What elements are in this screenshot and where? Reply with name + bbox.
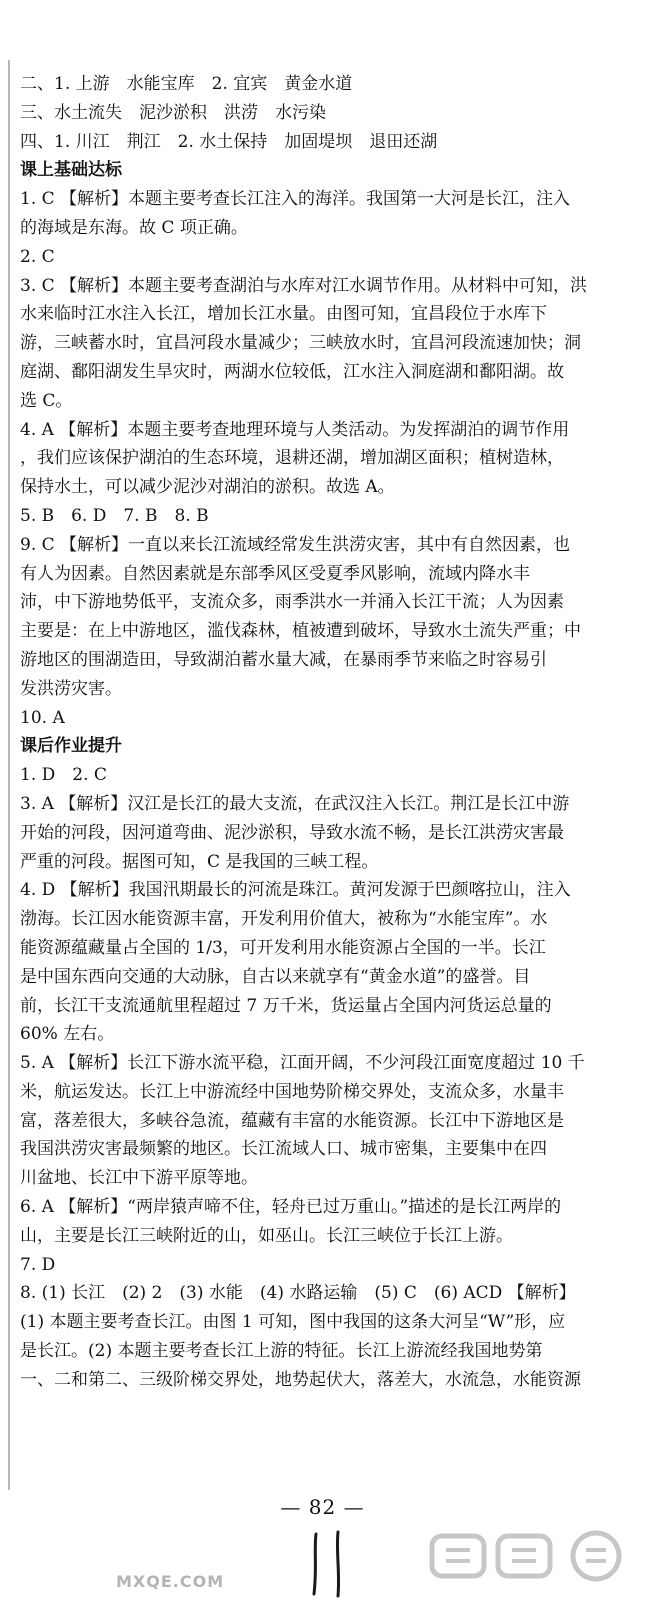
answer-line: 川盆地、长江中下游平原等地。 [20,1168,258,1189]
answer-line: 9. C 【解析】一直以来长江流域经常发生洪涝灾害，其中有自然因素，也 [20,534,571,555]
answer-line: 3. A 【解析】汉江是长江的最大支流，在武汉注入长江。荆江是长江中游 [20,793,570,814]
answer-line: 4. D 【解析】我国汛期最长的河流是珠江。黄河发源于巴颜喀拉山，注入 [20,880,571,901]
answer-line: 5. A 【解析】长江下游水流平稳，江面开阔，不少河段江面宽度超过 10 千 [20,1053,585,1074]
answer-line: 4. A 【解析】本题主要考查地理环境与人类活动。为发挥湖泊的调节作用 [20,419,570,440]
answer-line: 是中国东西向交通的大动脉，自古以来就享有“黄金水道”的盛誉。目 [20,966,531,987]
answer-line: 庭湖、鄱阳湖发生旱灾时，两湖水位较低，江水注入洞庭湖和鄱阳湖。故 [20,361,564,382]
answer-line: 渤海。长江因水能资源丰富，开发利用价值大，被称为“水能宝库”。水 [20,909,548,930]
watermark-logo [410,1528,640,1598]
answer-line: 三、水土流失 泥沙淤积 洪涝 水污染 [20,102,326,123]
answer-line: 山，主要是长江三峡附近的山，如巫山。长江三峡位于长江上游。 [20,1225,513,1246]
answer-line: 前，长江干支流通航里程超过 7 万千米，货运量占全国内河货运总量的 [20,995,552,1016]
answer-line: 开始的河段，因河道弯曲、泥沙淤积，导致水流不畅，是长江洪涝灾害最 [20,822,564,843]
answer-text-body [20,70,636,1395]
answer-line: 8. (1) 长江 (2) 2 (3) 水能 (4) 水路运输 (5) C (6) ACD 【解析】 [20,1283,576,1304]
handwritten-mark [300,1530,355,1598]
answer-line: 主要是：在上中游地区，滥伐森林，植被遭到破坏，导致水土流失严重；中 [20,621,581,642]
watermark-site-label: MXQE.COM [116,1572,225,1591]
answer-line: 6. A 【解析】“两岸猿声啼不住，轻舟已过万重山。”描述的是长江两岸的 [20,1197,562,1218]
page-number: — 82 — [280,1495,365,1519]
section-heading: 课上基础达标 [20,160,122,181]
answer-line: 严重的河段。据图可知，C 是我国的三峡工程。 [20,851,379,872]
answer-line: 有人为因素。自然因素就是东部季风区受夏季风影响，流域内降水丰 [20,563,530,584]
answer-line: 发洪涝灾害。 [20,678,122,699]
answer-line: 60% 左右。 [20,1024,115,1045]
answer-line: 3. C 【解析】本题主要考查湖泊与水库对江水调节作用。从材料中可知，洪 [20,275,588,296]
answer-line: 10. A [20,707,65,728]
answer-line: 是长江。(2) 本题主要考查长江上游的特征。长江上游流经我国地势第 [20,1341,543,1362]
page-binding-edge [8,60,10,1490]
answer-line: 一、二和第二、三级阶梯交界处，地势起伏大，落差大，水流急，水能资源 [20,1369,581,1390]
answer-line: ，我们应该保护湖泊的生态环境，退耕还湖，增加湖区面积；植树造林， [20,448,564,469]
answer-line: 能资源蕴藏量占全国的 1/3，可开发利用水能资源占全国的一半。长江 [20,937,546,958]
answer-line: 米，航运发达。长江上中游流经中国地势阶梯交界处，支流众多，水量丰 [20,1081,564,1102]
answer-line: 2. C [20,246,55,267]
answer-line: 选 C。 [20,390,73,411]
answer-line: 1. D 2. C [20,765,107,786]
answer-line: 游，三峡蓄水时，宜昌河段水量减少；三峡放水时，宜昌河段流速加快；洞 [20,333,581,354]
answer-line: 二、1. 上游 水能宝库 2. 宜宾 黄金水道 [20,74,353,94]
answer-line: 游地区的围湖造田，导致湖泊蓄水量大减，在暴雨季节来临之时容易引 [20,649,547,670]
answer-line: 5. B 6. D 7. B 8. B [20,505,209,526]
section-heading: 课后作业提升 [20,736,122,757]
answer-line: 1. C 【解析】本题主要考查长江注入的海洋。我国第一大河是长江，注入 [20,189,571,210]
answer-line: 我国洪涝灾害最频繁的地区。长江流域人口、城市密集，主要集中在四 [20,1139,547,1160]
answer-line: 7. D [20,1254,56,1275]
answer-line: 四、1. 川江 荆江 2. 水土保持 加固堤坝 退田还湖 [20,131,438,152]
answer-line: 沛，中下游地势低平，支流众多，雨季洪水一并涌入长江干流；人为因素 [20,592,564,613]
answer-line: 保持水土，可以减少泥沙对湖泊的淤积。故选 A。 [20,477,395,498]
answer-line: 富，落差很大，多峡谷急流，蕴藏有丰富的水能资源。长江中下游地区是 [20,1110,564,1131]
answer-line: (1) 本题主要考查长江。由图 1 可知，图中我国的这条大河呈“W”形，应 [20,1312,566,1333]
answer-line: 的海域是东海。故 C 项正确。 [20,217,248,238]
answer-line: 水来临时江水注入长江，增加长江水量。由图可知，宜昌段位于水库下 [20,304,547,325]
